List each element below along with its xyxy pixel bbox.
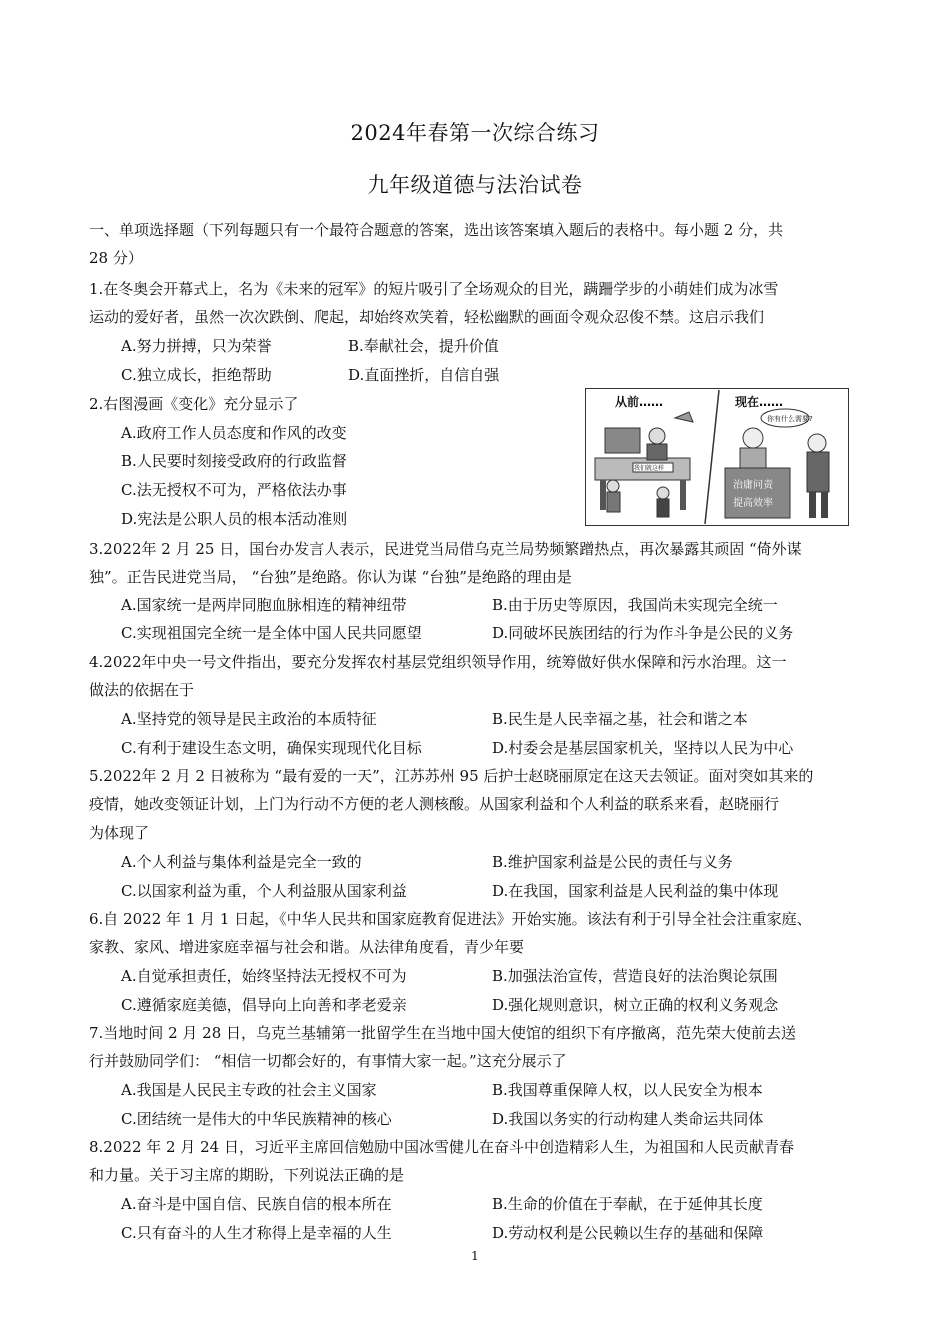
question-1-line-1: 1.在冬奥会开幕式上，名为《未来的冠军》的短片吸引了全场观众的目光，蹒跚学步的小萌娃们成为冰雪: [89, 280, 779, 298]
question-6-line-1: 6.自 2022 年 1 月 1 日起，《中华人民共和国家庭教育促进法》开始实施。该法有利于引导全社会注重家庭、: [89, 910, 812, 928]
question-1-option-d: D.直面挫折，自信自强: [348, 366, 500, 384]
question-5-option-b: B.维护国家利益是公民的责任与义务: [492, 853, 733, 871]
question-4-option-a: A.坚持党的领导是民主政治的本质特征: [121, 710, 377, 728]
question-7-option-b: B.我国尊重保障人权，以人民安全为根本: [492, 1081, 763, 1099]
question-6-option-a: A.自觉承担责任，始终坚持法无授权不可为: [121, 967, 407, 985]
cartoon-desk-text-2: 提高效率: [733, 498, 773, 509]
question-1-line-2: 运动的爱好者，虽然一次次跌倒、爬起，却始终欢笑着，轻松幽默的画面令观众忍俊不禁。这启示我们: [89, 308, 765, 326]
question-3-option-c: C.实现祖国完全统一是全体中国人民共同愿望: [121, 624, 422, 642]
question-4-line-2: 做法的依据在于: [89, 681, 195, 699]
question-8-option-a: A.奋斗是中国自信、民族自信的根本所在: [121, 1195, 392, 1213]
question-1-option-a: A.努力拼搏，只为荣誉: [121, 337, 272, 355]
cartoon-bubble: 你有什么需要?: [767, 415, 813, 423]
cartoon-image: [585, 388, 849, 526]
page-number: 1: [471, 1249, 479, 1263]
cartoon-desk-text-1: 治庸问责: [733, 480, 773, 491]
question-4-option-c: C.有利于建设生态文明，确保实现现代化目标: [121, 739, 422, 757]
question-6-option-d: D.强化规则意识，树立正确的权利义务观念: [492, 996, 779, 1014]
section-instruction-cont: 28 分）: [89, 249, 143, 267]
title-main: 2024年春第一次综合练习: [350, 121, 600, 145]
cartoon-sign-left: 我们就这样: [634, 465, 665, 472]
question-2-option-d: D.宪法是公职人员的根本活动准则: [121, 510, 348, 528]
question-5-line-2: 疫情，她改变领证计划，上门为行动不方便的老人测核酸。从国家利益和个人利益的联系来看，赵晓丽行: [89, 795, 780, 813]
question-8-option-d: D.劳动权利是公民赖以生存的基础和保障: [492, 1224, 764, 1242]
question-2-option-c: C.法无授权不可为，严格依法办事: [121, 481, 347, 499]
question-5-option-c: C.以国家利益为重，个人利益服从国家利益: [121, 882, 407, 900]
question-7-line-1: 7.当地时间 2 月 28 日，乌克兰基辅第一批留学生在当地中国大使馆的组织下有序撤离，范先荣大使前去送: [89, 1024, 797, 1042]
question-4-option-b: B.民生是人民幸福之基，社会和谐之本: [492, 710, 748, 728]
question-8-line-1: 8.2022 年 2 月 24 日，习近平主席回信勉励中国冰雪健儿在奋斗中创造精彩人生，为祖国和人民贡献青春: [89, 1138, 794, 1156]
question-3-line-1: 3.2022年 2 月 25 日，国台办发言人表示，民进党当局借乌克兰局势频繁蹭热点，再次暴露其顽固 “倚外谋: [89, 540, 802, 558]
question-2-option-a: A.政府工作人员态度和作风的改变: [121, 424, 347, 442]
question-5-line-3: 为体现了: [89, 824, 150, 842]
question-6-option-c: C.遵循家庭美德，倡导向上向善和孝老爱亲: [121, 996, 407, 1014]
question-8-option-c: C.只有奋斗的人生才称得上是幸福的人生: [121, 1224, 392, 1242]
question-4-option-d: D.村委会是基层国家机关，坚持以人民为中心: [492, 739, 794, 757]
question-8-line-2: 和力量。关于习主席的期盼，下列说法正确的是: [89, 1166, 405, 1184]
question-1-option-c: C.独立成长，拒绝帮助: [121, 366, 272, 384]
question-7-option-a: A.我国是人民民主专政的社会主义国家: [121, 1081, 377, 1099]
section-instruction: 一、单项选择题（下列每题只有一个最符合题意的答案，选出该答案填入题后的表格中。每小题 2 分，共: [89, 221, 784, 239]
question-1-option-b: B.奉献社会，提升价值: [348, 337, 499, 355]
question-4-line-1: 4.2022年中央一号文件指出，要充分发挥农村基层党组织领导作用，统筹做好供水保障和污水治理。这一: [89, 653, 787, 671]
question-5-option-a: A.个人利益与集体利益是完全一致的: [121, 853, 362, 871]
question-5-line-1: 5.2022年 2 月 2 日被称为 “最有爱的一天”，江苏苏州 95 后护士赵晓丽原定在这天去领证。面对突如其来的: [89, 767, 814, 785]
question-3-line-2: 独”。正告民进党当局， “台独”是绝路。你认为谋 “台独”是绝路的理由是: [89, 568, 572, 586]
cartoon-label-before: 从前……: [615, 395, 664, 409]
question-6-line-2: 家教、家风、增进家庭幸福与社会和谐。从法律角度看，青少年要: [89, 938, 525, 956]
question-6-option-b: B.加强法治宣传，营造良好的法治舆论氛围: [492, 967, 778, 985]
question-3-option-b: B.由于历史等原因，我国尚未实现完全统一: [492, 596, 778, 614]
question-7-option-d: D.我国以务实的行动构建人类命运共同体: [492, 1110, 764, 1128]
question-7-option-c: C.团结统一是伟大的中华民族精神的核心: [121, 1110, 392, 1128]
question-8-option-b: B.生命的价值在于奉献，在于延伸其长度: [492, 1195, 763, 1213]
question-7-line-2: 行并鼓励同学们： “相信一切都会好的，有事情大家一起。”这充分展示了: [89, 1052, 567, 1070]
question-2-option-b: B.人民要时刻接受政府的行政监督: [121, 452, 347, 470]
question-5-option-d: D.在我国，国家利益是人民利益的集中体现: [492, 882, 779, 900]
title-sub: 九年级道德与法治试卷: [367, 173, 583, 197]
question-3-option-d: D.同破坏民族团结的行为作斗争是公民的义务: [492, 624, 794, 642]
cartoon-label-now: 现在……: [735, 395, 784, 409]
question-2-line-1: 2.右图漫画《变化》充分显示了: [89, 395, 299, 413]
question-3-option-a: A.国家统一是两岸同胞血脉相连的精神纽带: [121, 596, 407, 614]
